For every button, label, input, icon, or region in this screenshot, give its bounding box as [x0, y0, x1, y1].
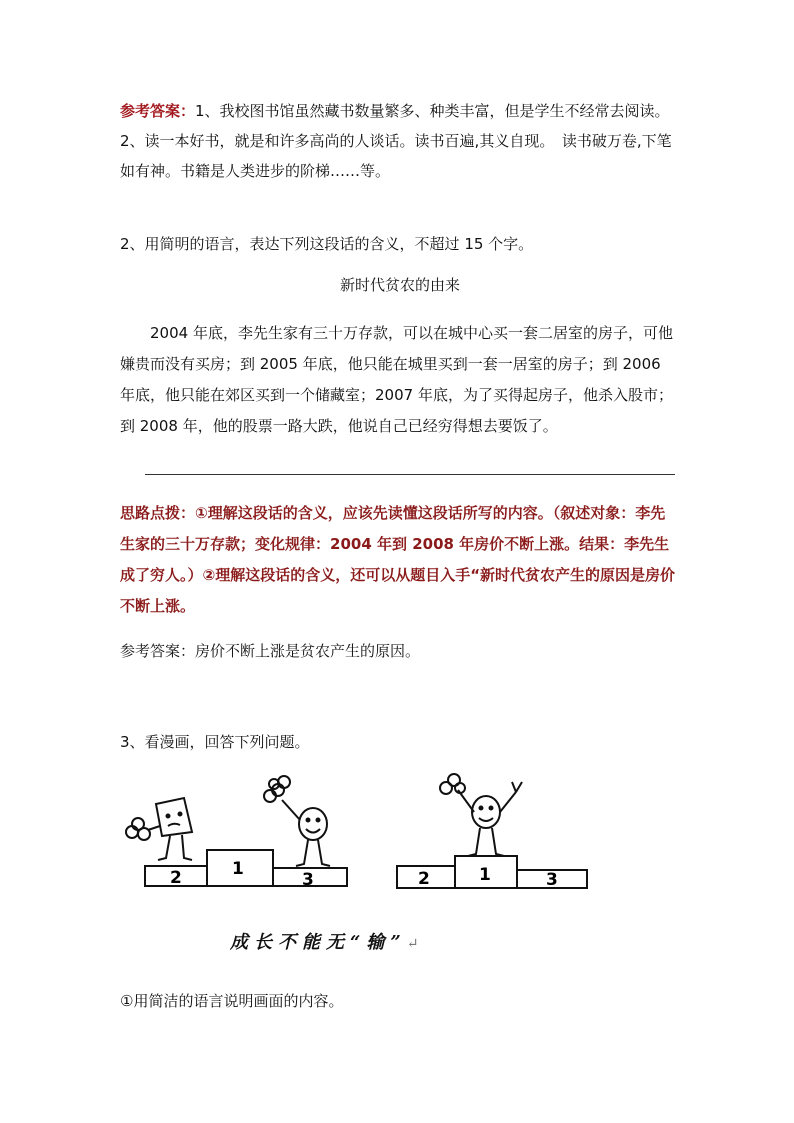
reference-answer-1 [120, 96, 680, 186]
right-podium-1: 1 [479, 865, 491, 885]
paragraph-mark-icon: ↵ [406, 936, 419, 952]
sad-figure [126, 798, 192, 860]
left-podium-3: 3 [302, 870, 314, 890]
left-podium-2: 2 [170, 868, 182, 888]
passage-title: 新时代贫农的由来 [339, 276, 460, 294]
answer-line [145, 474, 675, 475]
question-2-prompt: 2、用简明的语言，表达下列这段话的含义，不超过 15 个字。 [120, 235, 534, 253]
left-podium-1: 1 [232, 859, 244, 879]
reference-answer-2: 参考答案：房价不断上涨是贫农产生的原因。 [120, 642, 421, 660]
winner-figure [440, 774, 522, 856]
passage-text: 2004 年底，李先生家有三十万存款，可以在城中心买一套二居室的房子，可他嫌贵而没有买房；到 2005 年底，他只能在城里买到一套一居室的房子；到 2006 年底，他只能在郊区买到一个储藏室；2007 年底，为了买得起房子，他杀入股市；到 2008 年，他的股票一路大跌，他说自己已经穷得想去要饭了。 [120, 324, 673, 435]
hint-text: 思路点拨：①理解这段话的含义，应该先读懂这段话所写的内容。（叙述对象：李先生家的三十万存款；变化规律：2004 年到 2008 年房价不断上涨。结果：李先生成了穷人。）②理解这段话的含义，还可以从题目入手“新时代贫农产生的原因是房价不断上涨。 [120, 504, 676, 615]
answer-label: 参考答案： [120, 102, 196, 120]
question-3-prompt: 3、看漫画，回答下列问题。 [120, 733, 310, 751]
right-podium-3: 3 [546, 870, 558, 890]
cartoon-caption [230, 928, 418, 954]
question-3-sub-1: ①用简洁的语言说明画面的内容。 [120, 992, 344, 1010]
answer-1-text: 1、我校图书馆虽然藏书数量繁多、种类丰富，但是学生不经常去阅读。2、读一本好书，就是和许多高尚的人谈话。读书百遍,其义自现。 读书破万卷,下笔如有神。书籍是人类进步的阶梯……等。 [120, 102, 672, 180]
caption-text: 成长不能无“输” [230, 932, 407, 953]
cartoon-illustration [110, 768, 610, 898]
right-podium-2: 2 [418, 869, 430, 889]
